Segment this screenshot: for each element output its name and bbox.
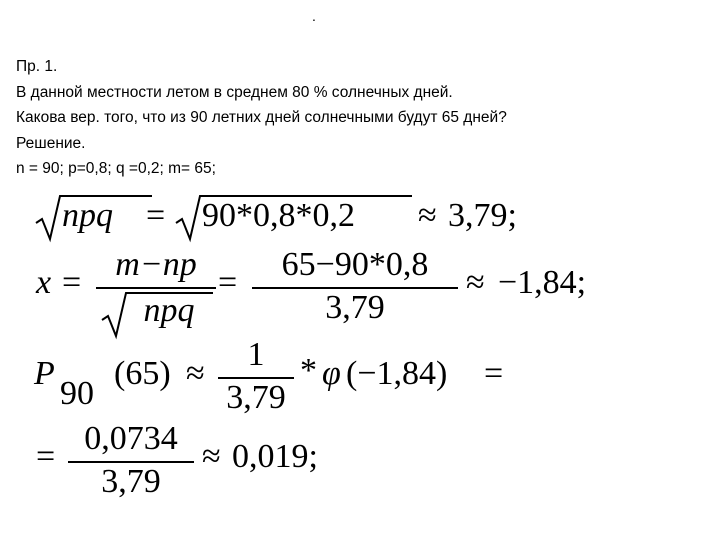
argument-65: (65) — [114, 355, 171, 392]
approx-sign: ≈ — [466, 264, 485, 301]
problem-text — [16, 54, 507, 182]
fraction-denominator-2: 3,79 — [325, 289, 385, 326]
result-value: 3,79; — [448, 197, 517, 234]
fraction-denominator: 3,79 — [101, 463, 161, 500]
fraction-numerator: 1 — [247, 336, 265, 373]
fraction-denominator: npq — [143, 292, 195, 329]
equals-sign: = — [36, 438, 56, 475]
equals-sign: = — [62, 264, 82, 301]
problem-statement-line-2: Какова вер. того, что из 90 летних дней солнечными будут 65 дней? — [16, 109, 507, 126]
result-value: 0,019; — [232, 438, 318, 475]
radicand-product: 90*0,8*0,2 — [202, 197, 355, 234]
approx-sign: ≈ — [186, 355, 205, 392]
equals-sign: = — [146, 197, 166, 234]
problem-statement-line-1: В данной местности летом в среднем 80 % солнечных дней. — [16, 83, 453, 101]
solution-heading: Решение. — [16, 134, 86, 152]
radicand-npq: npq — [62, 197, 113, 234]
equals-sign-2: = — [218, 264, 238, 301]
fraction-bar — [96, 287, 216, 289]
approx-sign: ≈ — [202, 438, 221, 475]
result-value: −1,84; — [498, 264, 587, 301]
top-mark: . — [312, 8, 316, 24]
fraction-numerator-2: 65−90*0,8 — [281, 246, 429, 283]
equals-sign: = — [484, 355, 504, 392]
problem-title: Пр. 1. — [16, 58, 58, 75]
approx-sign: ≈ — [418, 197, 437, 234]
argument-neg: (−1,84) — [346, 355, 448, 392]
lhs-x: x — [36, 264, 52, 301]
subscript-90: 90 — [60, 375, 94, 412]
fraction-numerator: 0,0734 — [84, 420, 178, 457]
given-values: n = 90; p=0,8; q =0,2; m= 65; — [16, 160, 216, 177]
fraction-denominator: 3,79 — [226, 379, 286, 416]
phi-function: φ — [322, 355, 341, 392]
probability-symbol: P — [34, 355, 55, 392]
fraction-numerator: m−np — [115, 246, 197, 283]
multiply-sign: * — [300, 352, 317, 389]
